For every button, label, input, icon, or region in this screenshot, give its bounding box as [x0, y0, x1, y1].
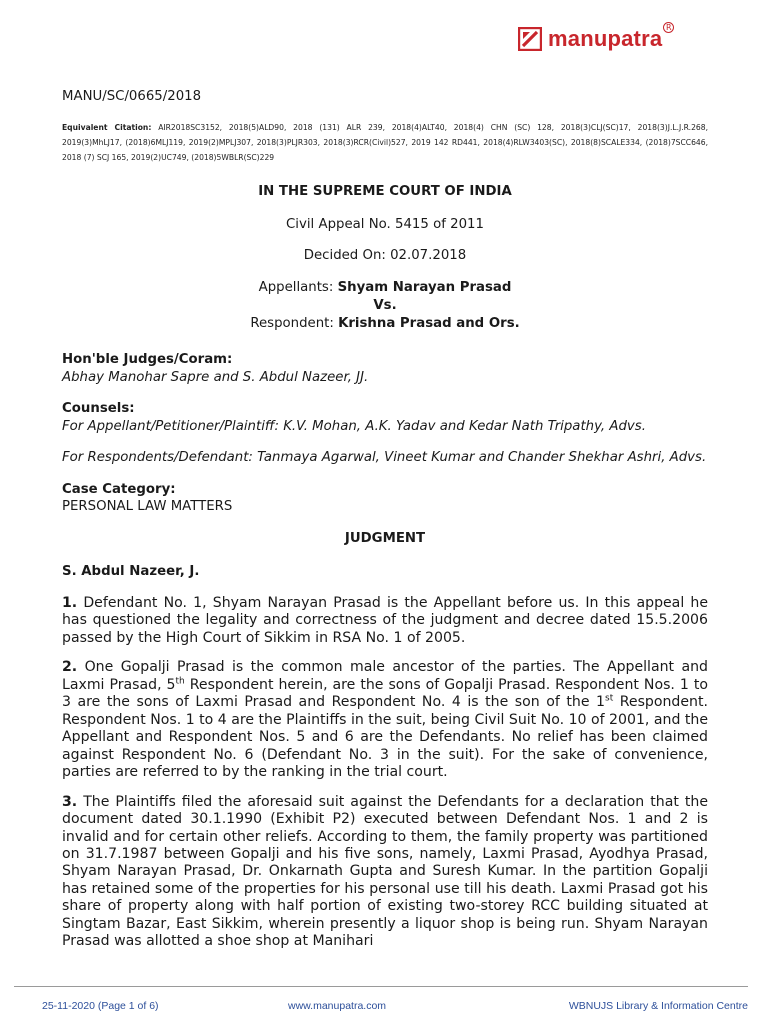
paragraph-text: The Plaintiffs filed the aforesaid suit against the Defendants for a declaration that the document dated 30.1.1990 (Exhibit P2) executed between Defendant Nos. 1 and 2 is invalid and for certain other reliefs. According to them, the family property was partitioned on 31.7.1987 between Gopalji and his five sons, namely, Laxmi Prasad, Ayodhya Prasad, Shyam Narayan Prasad, Dr. Onkarnath Gupta and Suresh Kumar. In the partition Gopalji has retained some of the properties for his personal use till his death. Laxmi Prasad got his share of property along with half portion of existing two-storey RCC building situated at Singtam Bazar, East Sikkim, wherein presently a liquor shop is being run. Shyam Narayan Prasad was allotted a shoe shop at Manihari	[62, 793, 708, 950]
paragraph-text: Defendant No. 1, Shyam Narayan Prasad is the Appellant before us. In this appeal he has questioned the legality and correctness of the judgment and decree dated 15.5.2006 passed by the High Court of Sikkim in RSA No. 1 of 2005.	[62, 594, 708, 646]
paragraph-text: One Gopalji Prasad is the common male ancestor of the parties. The Appellant and Laxmi Prasad, 5	[62, 659, 708, 693]
paragraph-1	[62, 595, 708, 647]
paragraph-text: Respondent. Respondent Nos. 1 to 4 are the Plaintiffs in the suit, being Civil Suit No. 10 of 2001, and the Appellant and Respondent Nos. 5 and 6 are the Defendants. No relief has been claimed against Respondent No. 6 (Defendant No. 3 in the suit). For the sake of convenience, parties are referred to by the ranking in the trial court.	[62, 694, 708, 781]
judges-heading: Hon'ble Judges/Coram:	[62, 351, 233, 367]
footer-library: WBNUJS Library & Information Centre	[568, 1000, 748, 1012]
counsels-heading: Counsels:	[62, 401, 135, 417]
judges-section	[62, 351, 708, 386]
manupatra-logo-icon	[518, 27, 542, 51]
equivalent-citation-list: AIR2018SC3152, 2018(5)ALD90, 2018 (131) ALR 239, 2018(4)ALT40, 2018(4) CHN (SC) 128, 2018(3)CLJ(SC)17, 2018(3)J.L.J.R.268, 2019(3)MhLJ17, (2018)6MLJ119, 2019(2)MPLJ307, 2018(3)PLJR303, 2018(3)RCR(Civil)527, 2019 142 RD441, 2018(4)RLW3403(SC), 2018(8)SCALE334, (2018)7SCC646, 2018 (7) SCJ 165, 2019(2)UC749, (2018)5WBLR(SC)229	[62, 122, 708, 162]
judgment-heading: JUDGMENT	[344, 530, 426, 546]
footer-website-link[interactable]: www.manupatra.com	[288, 1000, 387, 1012]
document-body	[62, 88, 708, 963]
respondent-name: Krishna Prasad and Ors.	[338, 315, 520, 331]
equivalent-citation-label: Equivalent Citation:	[62, 122, 152, 132]
respondent-line	[62, 315, 708, 333]
appellants-name: Shyam Narayan Prasad	[337, 279, 512, 295]
paragraph-2	[62, 659, 708, 781]
versus-label: Vs.	[373, 297, 397, 313]
category-value: PERSONAL LAW MATTERS	[62, 499, 233, 515]
footer-date-page: 25-11-2020 (Page 1 of 6)	[42, 1000, 159, 1012]
counsel-respondent: For Respondents/Defendant: Tanmaya Agarwal, Vineet Kumar and Chander Shekhar Ashri, Advs.	[62, 450, 707, 466]
category-section	[62, 481, 708, 516]
appellants-label: Appellants:	[258, 279, 334, 295]
decided-date: Decided On: 02.07.2018	[303, 248, 467, 264]
registered-mark: R	[663, 22, 674, 33]
equivalent-citations	[62, 120, 708, 166]
judges-names: Abhay Manohar Sapre and S. Abdul Nazeer, JJ.	[62, 369, 369, 385]
judgment-author: S. Abdul Nazeer, J.	[62, 564, 200, 580]
counsels-section	[62, 400, 708, 467]
paragraph-number: 3.	[62, 793, 78, 810]
counsel-appellant: For Appellant/Petitioner/Plaintiff: K.V. Mohan, A.K. Yadav and Kedar Nath Tripathy, Advs.	[62, 418, 646, 434]
paragraph-3	[62, 794, 708, 951]
paragraph-text: Respondent herein, are the sons of Gopalji Prasad. Respondent Nos. 1 to 3 are the sons of Laxmi Prasad and Respondent No. 4 is the son of the 1	[62, 676, 708, 711]
manupatra-logo[interactable]	[518, 23, 672, 52]
category-heading: Case Category:	[62, 481, 176, 497]
ordinal-suffix: st	[605, 693, 614, 704]
ordinal-suffix: th	[175, 676, 185, 687]
citation-id: MANU/SC/0665/2018	[62, 89, 202, 104]
parties-block	[62, 279, 708, 333]
court-name: IN THE SUPREME COURT OF INDIA	[258, 184, 512, 200]
respondent-label: Respondent:	[250, 315, 334, 331]
case-number: Civil Appeal No. 5415 of 2011	[286, 216, 484, 232]
footer-divider	[14, 986, 748, 987]
brand-name: manupatra	[548, 26, 663, 51]
appellants-line	[62, 279, 708, 297]
paragraph-number: 2.	[62, 659, 78, 676]
paragraph-number: 1.	[62, 594, 78, 611]
